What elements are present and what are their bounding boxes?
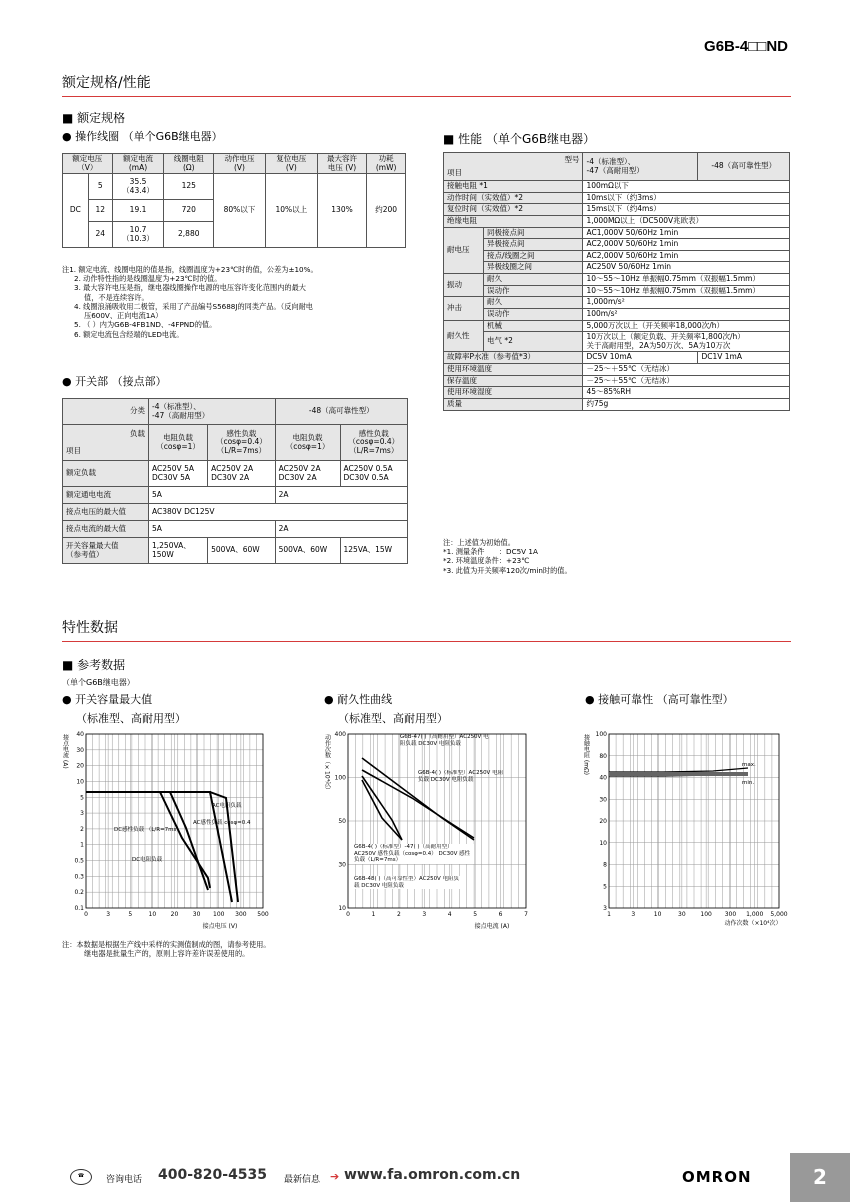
y-tick-label: 40 [76, 731, 84, 738]
y-tick-label: 40 [599, 774, 607, 782]
series-ac-inductive-label: AC感性负载 cosφ=0.4 [193, 820, 251, 826]
y-tick-label: 30 [338, 861, 346, 869]
website-link[interactable]: www.fa.omron.com.cn [344, 1167, 521, 1183]
x-tick-label: 1,000 [746, 911, 764, 918]
performance-table: 型号 项目 -4（标准型）、 -47（高耐用型） -48（高可靠性型） 接触电阻 *1 100mΩ以下 动作时间（实效值）*2 10ms以下（约3ms） 复位时间（实效值）*2 15ms以下（约4ms） 绝缘电阻 1,000MΩ以上（DC500V兆欧表） 耐电压 同极接点间 AC1,000V 50/60Hz 1min 异极接点间 AC2,000V 50/60Hz 1min 接点/线圈之间 AC2,000V 50/60Hz 1min 异极线圈之间 AC250V 50/60Hz 1min 振动 耐久 10～55～10Hz 单振幅0.75mm（双振幅1.5mm） 误动作 10～55～10Hz 单振幅0.75mm（双振幅1.5mm） 冲击 耐久 1,000m/s² 误动作 100m/s² 耐久性 机械 5,000万次以上（开关频率18,000次/h） 电气 *2 10万次以上（额定负载、开关频率1,800次/h） 关于高耐用型，2A为50万次、5A为10万次 故障率P水准（参考值*3） DC5V 10mA DC1V 1mA 使用环境温度 －25～＋55℃（无结冰） 保存温度 －25～＋55℃（无结冰） 使用环境湿度 45～85%RH 质量 约75g [443, 152, 790, 411]
series-inductive-label: G6B-4( )（标准型）-47( )（高耐用型）AC250V 感性负载（cosφ=0.4） DC30V 感性负载（L/R=7ms） [354, 844, 474, 864]
y-tick-label: 100 [334, 774, 346, 782]
x-tick-label: 300 [724, 911, 737, 918]
reference-subtitle: （单个G6B继电器） [62, 678, 135, 687]
chart3-ylabel: 接触电阻 (mΩ) [583, 734, 590, 776]
x-tick-label: 3 [422, 911, 427, 918]
y-tick-label: 10 [76, 778, 84, 786]
chart3-title: ● 接触可靠性 （高可靠性型） [585, 693, 734, 706]
section-title-ratings: 额定规格/性能 [62, 72, 791, 97]
x-tick-label: 2 [396, 911, 401, 918]
y-tick-label: 0.5 [74, 857, 84, 865]
x-tick-label: 100 [213, 911, 225, 918]
chart2-xlabel: 接点电流 (A) [474, 923, 510, 930]
y-tick-label: 0.2 [74, 889, 84, 897]
y-tick-label: 30 [599, 796, 607, 804]
chart2-subtitle: （标准型、高耐用型） [338, 712, 448, 725]
y-tick-label: 10 [599, 839, 607, 847]
phone-icon: ☎ [70, 1169, 92, 1185]
chart3-xlabel: 动作次数（×10⁴次） [724, 920, 782, 927]
x-tick-label: 10 [653, 911, 662, 918]
series-max [609, 768, 748, 772]
x-tick-label: 100 [700, 911, 712, 918]
x-tick-label: 30 [678, 911, 686, 918]
y-tick-label: 3 [603, 905, 607, 912]
series-min-label: min. [742, 780, 755, 786]
series-dc-inductive-label: DC感性负载 （L/R=7ms） [114, 827, 182, 833]
y-tick-label: 20 [599, 818, 607, 825]
y-tick-label: 100 [595, 731, 607, 738]
x-tick-label: 3 [631, 911, 636, 918]
contacts-table: 分类 -4（标准型）、 -47（高耐用型） -48（高可靠性型） 负载 项目 电阻负载 （cosφ=1） 感性负载 （cosφ=0.4） （L/R=7ms） 电阻负载 （cosφ=1） 感性负载 （cosφ=0.4） （L/R=7ms） 额定负载 AC250V 5A DC30V 5A AC250V 2A DC30V 2A AC250V 2A DC30V 2A AC250V 0.5A DC30V 0.5A 额定通电电流 5A 2A 接点电压的最大值 AC380V DC125V 接点电流的最大值 5A 2A 开关容量最大值 （参考值） 1,250VA、 150W 500VA、60W 500VA、60W 125VA、15W [62, 398, 408, 564]
series-max-label: max. [742, 762, 756, 768]
y-tick-label: 5 [80, 794, 84, 802]
contacts-title: ● 开关部 （接点部） [62, 375, 167, 388]
arrow-icon: ➔ [330, 1170, 340, 1183]
footer [62, 1166, 791, 1196]
y-tick-label: 0.1 [74, 905, 84, 912]
section-title-characteristics: 特性数据 [62, 617, 791, 642]
chart-endurance [322, 728, 532, 934]
y-tick-label: 20 [76, 762, 84, 770]
chart-switching-capacity [60, 728, 270, 934]
x-tick-label: 500 [257, 911, 269, 918]
x-tick-label: 20 [170, 911, 179, 918]
x-tick-label: 30 [192, 911, 201, 918]
y-tick-label: 400 [334, 731, 346, 738]
y-tick-label: 0.3 [74, 873, 84, 881]
page-number: 2 [790, 1153, 850, 1202]
y-tick-label: 5 [603, 883, 607, 891]
model-number: G6B-4□□ND [704, 38, 788, 55]
chart1-xlabel: 接点电压 (V) [202, 923, 238, 930]
x-tick-label: 5,000 [770, 911, 788, 918]
y-tick-label: 1 [80, 841, 84, 849]
chart1-subtitle: （标准型、高耐用型） [76, 712, 186, 725]
reference-title: ■ 参考数据 [62, 658, 126, 672]
chart-footnote: 注：本数据是根据生产线中采样的实测值制成的图，请参考使用。 继电器是批量生产的，原则上容许差许误差使用的。 [62, 940, 271, 959]
chart1-title: ● 开关容量最大值 [62, 693, 153, 706]
x-tick-label: 3 [106, 911, 111, 918]
y-tick-label: 8 [603, 861, 607, 869]
info-label: 最新信息 [284, 1175, 321, 1185]
coil-title: ● 操作线圈 （单个G6B继电器） [62, 130, 223, 143]
y-tick-label: 50 [338, 818, 346, 825]
x-tick-label: 5 [128, 911, 133, 918]
series-4-label: G6B-4( )（标准型）AC250V 电阻负载 DC30V 电阻负载 [418, 770, 504, 783]
coil-table: 额定电压 （V） 额定电流 (mA) 线圈电阻 (Ω) 动作电压 (V) 复位电压 (V) 最大容许 电压 (V) 功耗 (mW) DC 5 35.5 （43.4） 125 80%以下 10%以上 130% 约200 12 19.1 720 24 10.7 （10.3） 2,880 [62, 153, 406, 248]
series-dc-resistive-label: DC电阻负载 [132, 857, 163, 863]
hotline-label: 咨询电话 [106, 1175, 143, 1185]
y-tick-label: 3 [80, 810, 84, 818]
series-dc-resistive [170, 792, 208, 890]
y-tick-label: 80 [599, 752, 607, 760]
x-tick-label: 10 [148, 911, 157, 918]
performance-notes: 注：上述值为初始值。 *1. 测量条件 ：DC5V 1A *2. 环境温度条件：+23℃ *3. 此值为开关频率120次/min时的值。 [443, 538, 572, 575]
chart1-ylabel: 接点电流 (A) [61, 734, 69, 769]
x-tick-label: 1 [607, 911, 611, 918]
y-tick-label: 2 [80, 825, 84, 833]
chart2-ylabel: 动作次数（×10⁴次） [323, 734, 331, 794]
chart2-title: ● 耐久性曲线 [324, 693, 393, 706]
hotline-number: 400-820-4535 [158, 1167, 268, 1183]
series-47-label: G6B-47( )（高耐用型）AC250V 电阻负载 DC30V 电阻负载 [400, 734, 489, 747]
coil-notes: 注1. 额定电流、线圈电阻的值是指，线圈温度为+23℃时的值，公差为±10%。 2. 动作特性指的是线圈温度为+23℃时的值。 3. 最大容许电压是指，继电器线圈操作电源的电压容许变化范围内的最大 值，不是连续容许。 4. 线圈浪涌吸收用二极管，采用了产品编号S5688J的同类产品。（反向耐电 压600V、正向电流1A） 5. （ ）内为G6B-4FB1ND、-4FPND的值。 6. 额定电流包含经端的LED电流。 [62, 265, 318, 339]
y-tick-label: 30 [76, 746, 84, 754]
x-tick-label: 1 [371, 911, 376, 918]
series-ac-resistive-label: AC电阻负载 [212, 803, 242, 809]
performance-title: ■ 性能 （单个G6B继电器） [443, 132, 596, 146]
y-tick-label: 10 [338, 905, 346, 912]
x-tick-label: 0 [346, 911, 350, 918]
series-48 [362, 776, 402, 840]
x-tick-label: 5 [473, 911, 478, 918]
chart-contact-reliability [583, 728, 793, 934]
ratings-title: ■ 额定规格 [62, 111, 126, 125]
x-tick-label: 300 [235, 911, 247, 918]
x-tick-label: 4 [447, 911, 452, 918]
x-tick-label: 7 [524, 911, 528, 918]
x-tick-label: 0 [84, 911, 88, 918]
series-48-label: G6B-48( )（高可靠性型）AC250V 电阻负载 DC30V 电阻负载 [354, 876, 464, 889]
x-tick-label: 6 [498, 911, 503, 918]
brand-logo: OMRON [682, 1168, 752, 1186]
